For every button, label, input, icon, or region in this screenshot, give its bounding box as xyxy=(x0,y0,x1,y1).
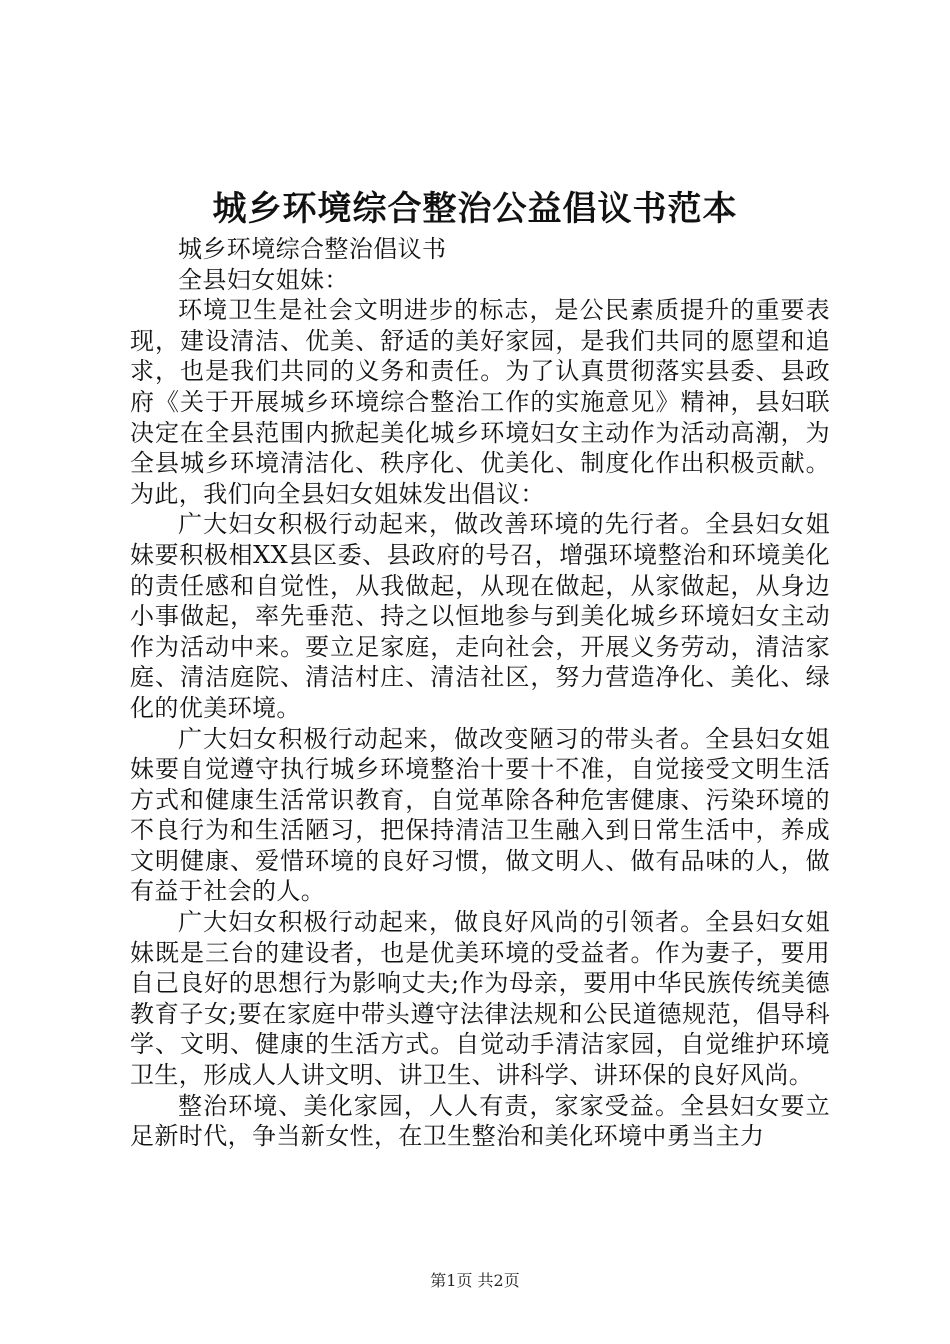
page-footer xyxy=(0,1270,950,1292)
paragraph-initiative-3: 广大妇女积极行动起来，做良好风尚的引领者。全县妇女姐妹既是三台的建设者，也是优美环境的受益者。作为妻子，要用自己良好的思想行为影响丈夫;作为母亲，要用中华民族传统美德教育子女;要在家庭中带头遵守法律法规和公民道德规范，倡导科学、文明、健康的生活方式。自觉动手清洁家园，自觉维护环境卫生，形成人人讲文明、讲卫生、讲科学、讲环保的良好风尚。 xyxy=(130,908,830,1090)
document-title: 城乡环境综合整治公益倡议书范本 xyxy=(212,189,738,229)
document-body xyxy=(130,234,830,1152)
paragraph-initiative-1: 广大妇女积极行动起来，做改善环境的先行者。全县妇女姐妹要积极相XX县区委、县政府的号召，增强环境整治和环境美化的责任感和自觉性，从我做起，从现在做起，从家做起，从身边小事做起，率先垂范、持之以恒地参与到美化城乡环境妇女主动作为活动中来。要立足家庭，走向社会，开展义务劳动，清洁家庭、清洁庭院、清洁村庄、清洁社区，努力营造净化、美化、绿化的优美环境。 xyxy=(130,510,830,722)
paragraph-subtitle: 城乡环境综合整治倡议书 xyxy=(178,235,447,263)
paragraph-salutation: 全县妇女姐妹： xyxy=(178,265,349,294)
paragraph-intro: 环境卫生是社会文明进步的标志，是公民素质提升的重要表现，建设清洁、优美、舒适的美好家园，是我们共同的愿望和追求，也是我们共同的义务和责任。为了认真贯彻落实县委、县政府《关于开展城乡环境综合整治工作的实施意见》精神，县妇联决定在全县范围内掀起美化城乡环境妇女主动作为活动高潮，为全县城乡环境清洁化、秩序化、优美化、制度化作出积极贡献。为此，我们向全县妇女姐妹发出倡议： xyxy=(130,296,830,508)
paragraph-closing: 整治环境、美化家园，人人有责，家家受益。全县妇女要立足新时代，争当新女性，在卫生整治和美化环境中勇当主力 xyxy=(130,1091,830,1151)
paragraph-initiative-2: 广大妇女积极行动起来，做改变陋习的带头者。全县妇女姐妹要自觉遵守执行城乡环境整治十要十不准，自觉接受文明生活方式和健康生活常识教育，自觉革除各种危害健康、污染环境的不良行为和生活陋习，把保持清洁卫生融入到日常生活中，养成文明健康、爱惜环境的良好习惯，做文明人、做有品味的人，做有益于社会的人。 xyxy=(130,724,830,906)
page-indicator: 第1页 共2页 xyxy=(430,1271,520,1290)
